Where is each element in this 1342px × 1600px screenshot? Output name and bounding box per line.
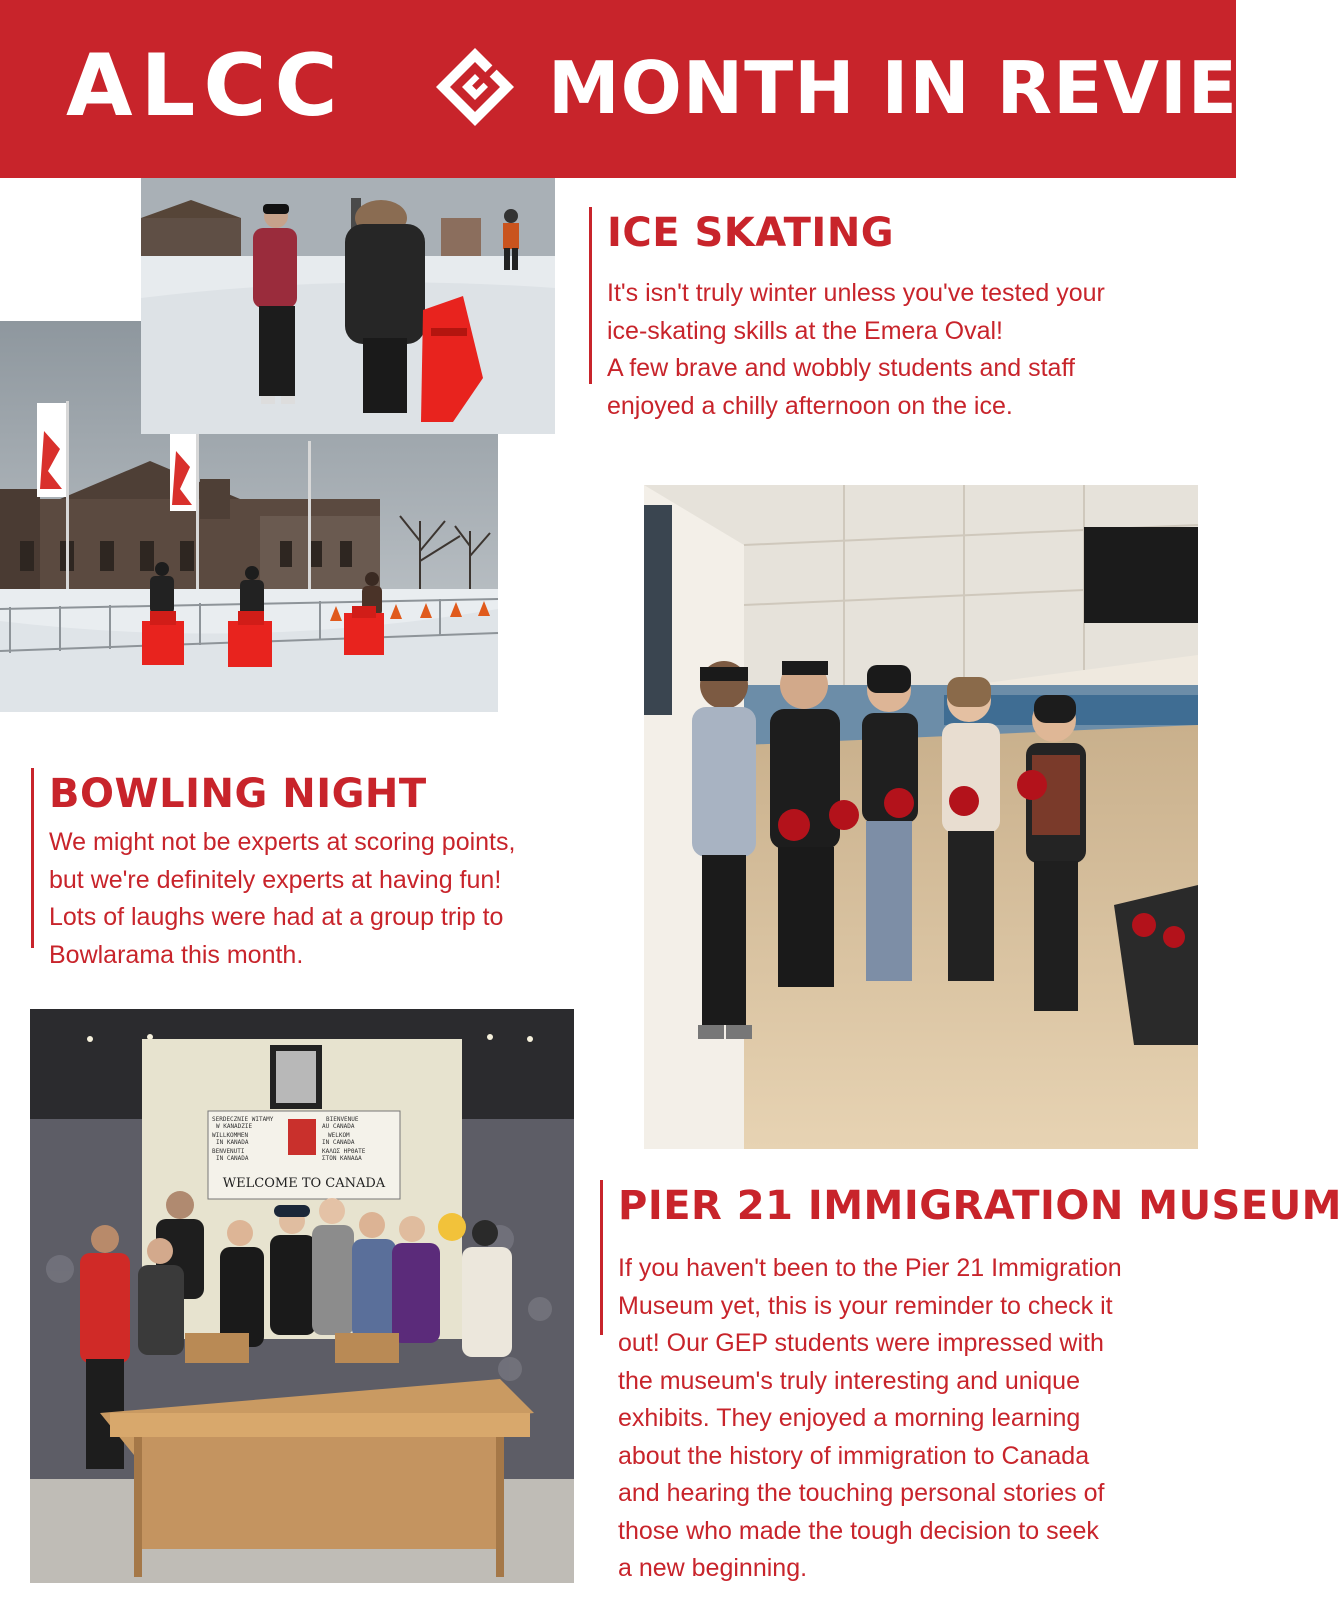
- sign-left-line: WILLKOMMEN: [212, 1132, 249, 1139]
- bowling-photo: [644, 485, 1198, 1149]
- pier21-museum-photo: [30, 1009, 574, 1583]
- pier21-heading: PIER 21 IMMIGRATION MUSEUM: [618, 1183, 1342, 1229]
- sign-right-line: IN CANADA: [322, 1139, 355, 1146]
- section-accent-rule: [31, 768, 34, 948]
- alcc-diamond-logo-icon: [432, 44, 518, 130]
- sign-right-line: ΚΑΛΩΣ ΗΡΘΑΤΕ: [322, 1148, 366, 1155]
- section-accent-rule: [589, 207, 592, 384]
- bowling-body: We might not be experts at scoring points, but we're definitely experts at having fun! Lots of laughs were had at a group trip to Bowlarama this month.: [49, 828, 516, 969]
- header-banner: [0, 0, 1319, 178]
- ice-skating-section: [589, 207, 1209, 427]
- bowling-heading: BOWLING NIGHT: [49, 771, 427, 817]
- ice-skating-heading: ICE SKATING: [607, 210, 895, 256]
- sign-left-line: BENVENUTI: [212, 1148, 245, 1155]
- pier21-body: If you haven't been to the Pier 21 Immigration Museum yet, this is your reminder to check it out! Our GEP students were impressed with the museum's truly interesting and unique exhibits. They enjoyed a morning learning about the history of immigration to Canada and hearing the touching personal stories of those who made the tough decision to seek a new beginning.: [618, 1254, 1122, 1582]
- brand-wordmark: ALCC: [66, 36, 346, 136]
- sign-right-line: ΣΤΟΝ ΚΑΝΑΔΑ: [322, 1155, 362, 1162]
- bowling-section: [31, 768, 621, 978]
- sign-welcome-text: WELCOME TO CANADA: [222, 1176, 386, 1191]
- sign-right-line: BIENVENUE: [326, 1116, 359, 1123]
- sign-right-line: WELKOM: [328, 1132, 350, 1139]
- ice-skating-photo-close: [141, 178, 555, 434]
- banner-title: MONTH IN REVIEW: [548, 46, 1319, 130]
- sign-left-line: IN CANADA: [216, 1155, 249, 1162]
- sign-left-line: W KANADZIE: [216, 1123, 253, 1130]
- sign-left-line: IN KANADA: [216, 1139, 249, 1146]
- section-accent-rule: [600, 1180, 603, 1335]
- sign-left-line: SERDECZNIE WITAMY: [212, 1116, 274, 1123]
- pier21-section: [600, 1180, 1342, 1590]
- sign-right-line: AU CANADA: [322, 1123, 355, 1130]
- ice-skating-body: It's isn't truly winter unless you've tested your ice-skating skills at the Emera Oval! A few brave and wobbly students and staff enjoyed a chilly afternoon on the ice.: [607, 279, 1105, 420]
